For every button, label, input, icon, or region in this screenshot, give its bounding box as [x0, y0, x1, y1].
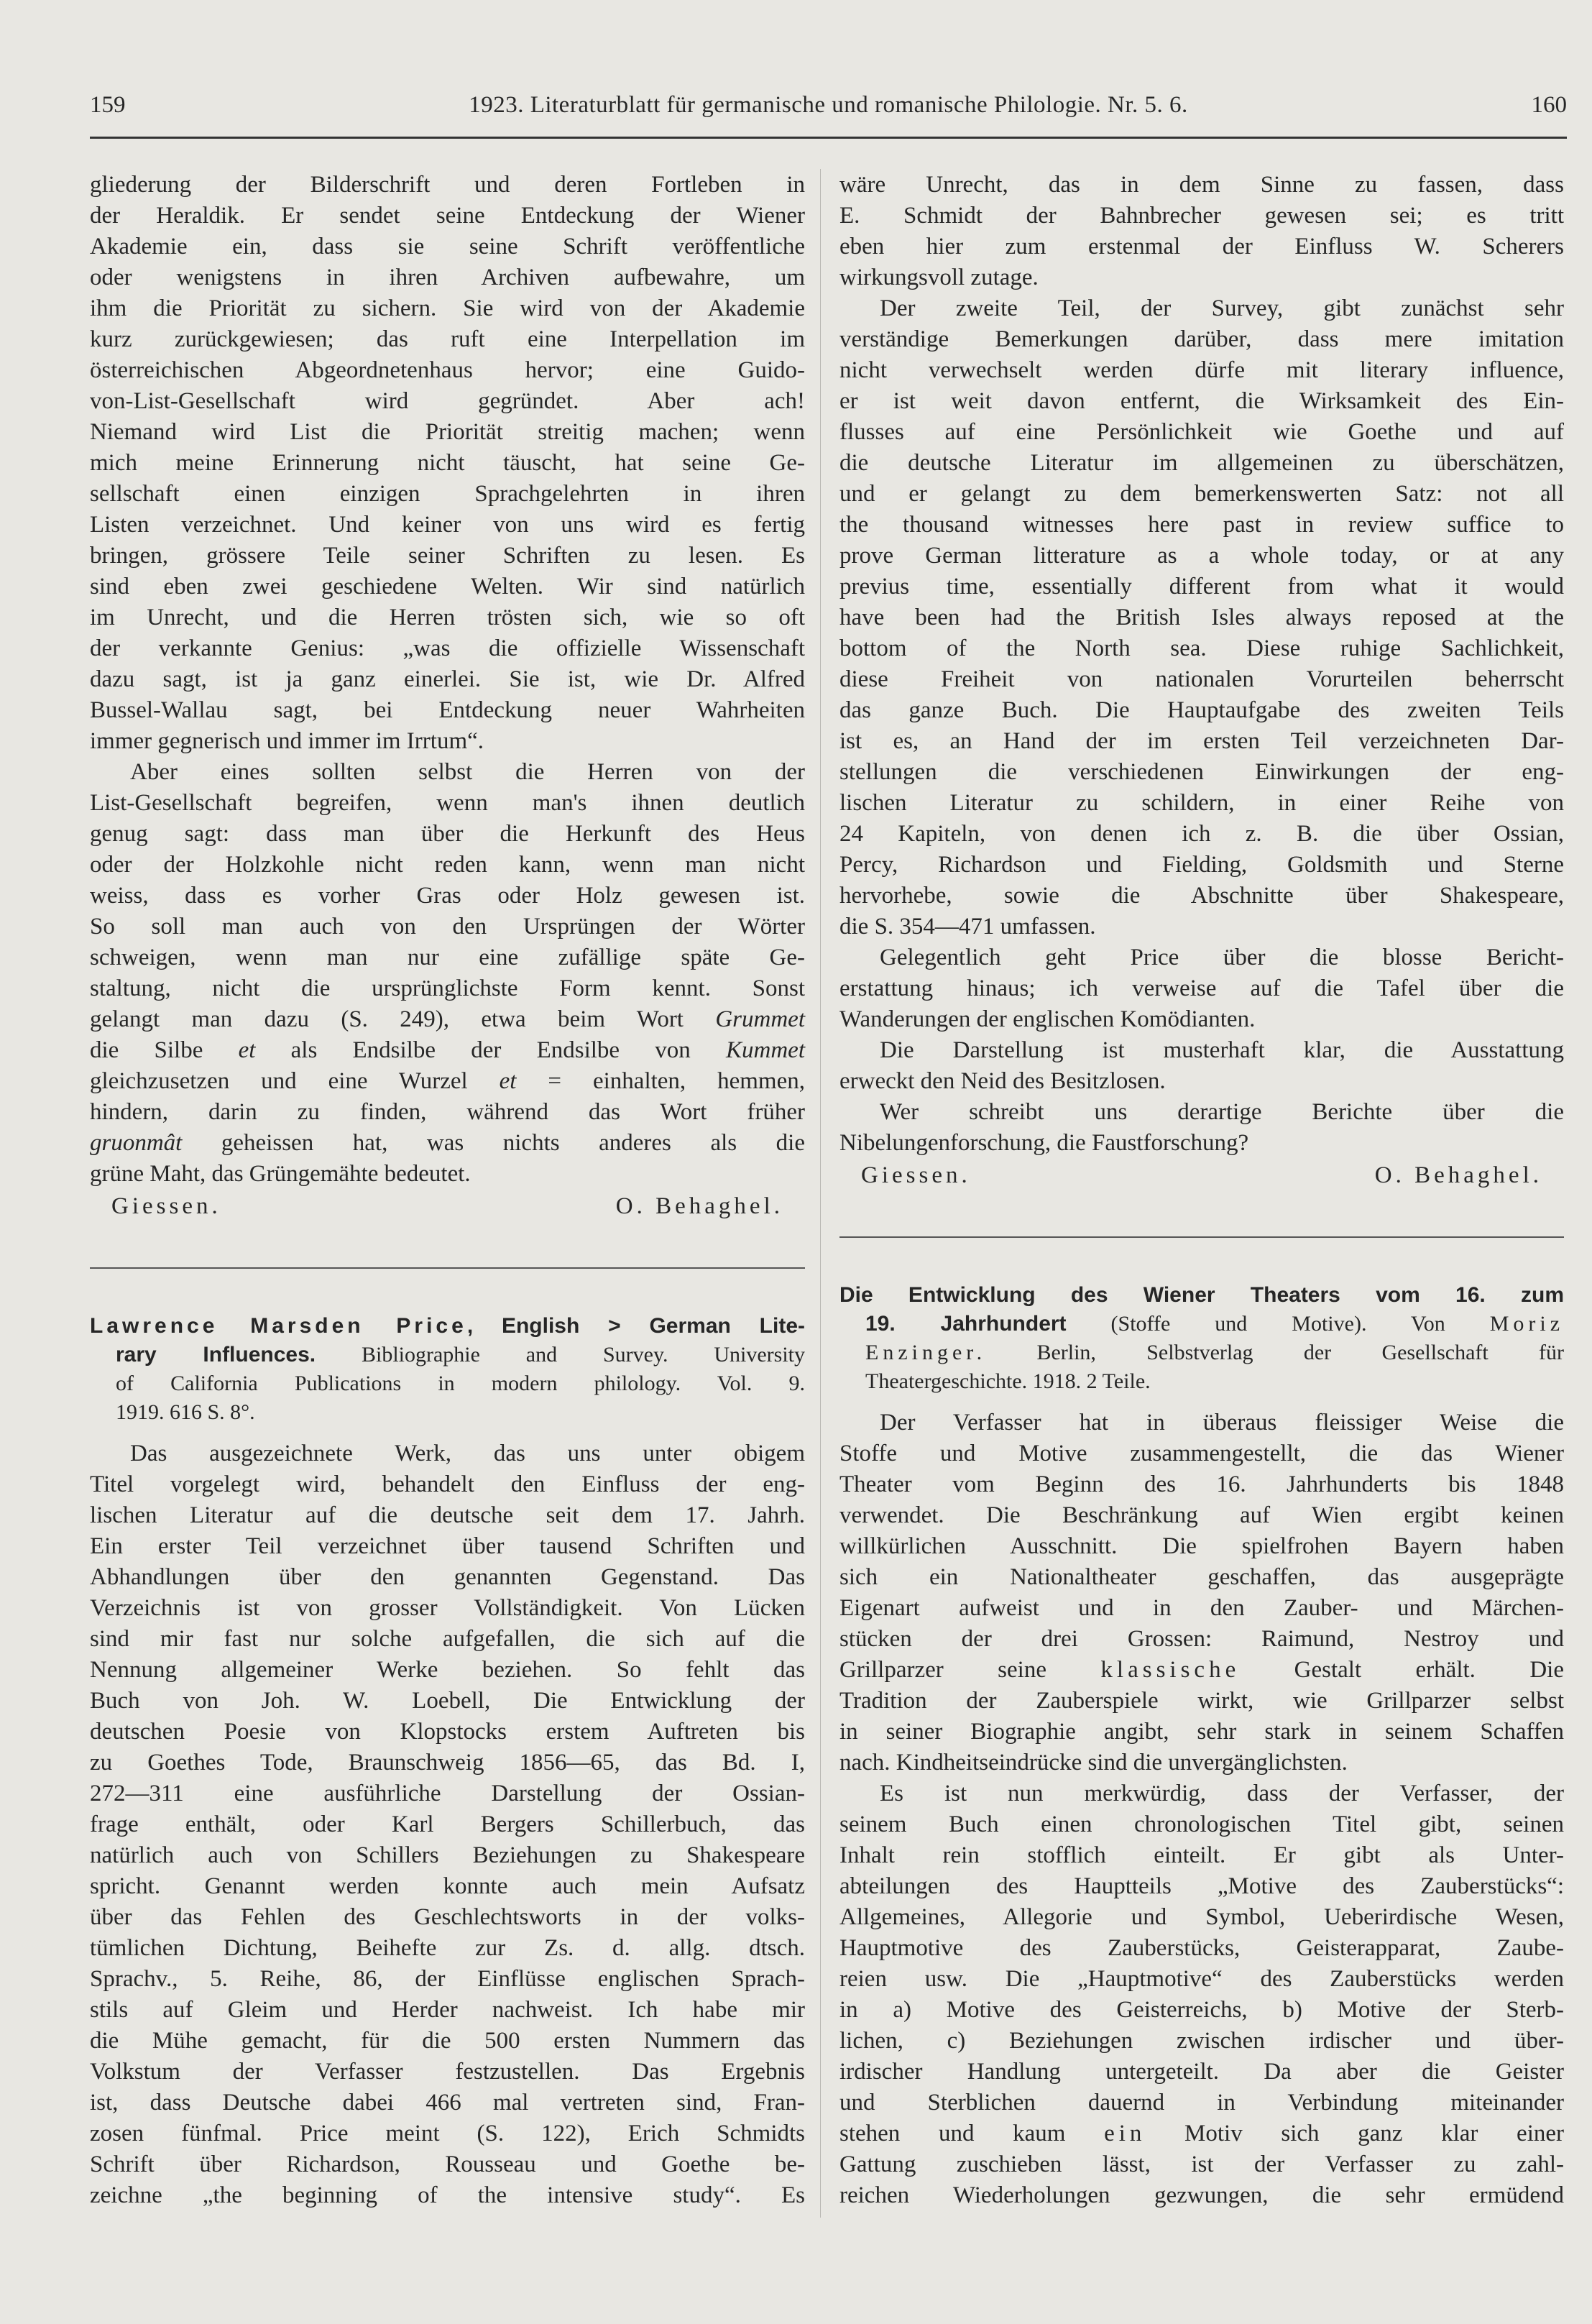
text-line: lischen Literatur zu schildern, in einer Reihe von	[839, 790, 1564, 816]
paragraph	[839, 170, 1564, 293]
paragraph	[90, 757, 805, 1190]
text-line	[839, 1655, 1564, 1686]
text-line: tümlichen Dichtung, Beihefte zur Zs. d. allg. dtsch.	[90, 1935, 805, 1961]
text-segment: Bibliographie and Survey. University	[316, 1343, 806, 1367]
text-line: Niemand wird List die Priorität streitig machen; wenn	[90, 419, 805, 445]
text-line: Bussel-Wallau sagt, bei Entdeckung neuer Wahrheiten	[90, 697, 805, 723]
text-line: und Sterblichen dauernd in Verbindung miteinander	[839, 2090, 1564, 2116]
text-line: Gelegentlich geht Price über die blosse Bericht-	[880, 945, 1564, 970]
text-line: bottom of the North sea. Diese ruhige Sachlichkeit,	[839, 635, 1564, 661]
text-line: ist es, an Hand der im ersten Teil verzeichneten Dar-	[839, 728, 1564, 754]
signature-author: O. Behaghel.	[615, 1193, 783, 1219]
text-line: sellschaft einen einzigen Sprachgelehrten in ihren	[90, 481, 805, 507]
text-line: diese Freiheit von nationalen Vorurteilen beherrscht	[839, 666, 1564, 692]
text-line: staltung, nicht die ursprünglichste Form kennt. Sonst	[90, 975, 805, 1001]
text-line: weiss, dass es vorher Gras oder Holz gewesen ist.	[90, 883, 805, 909]
text-line: oder der Holzkohle nicht reden kann, wenn man nicht	[90, 852, 805, 878]
text-line: verständige Bemerkungen darüber, dass mere imitation	[839, 326, 1564, 352]
text-line: frage enthält, oder Karl Bergers Schillerbuch, das	[90, 1811, 805, 1837]
text-segment: Motiv sich ganz klar einer	[1146, 2121, 1565, 2146]
text-line: genug sagt: dass man über die Herkunft des Heus	[90, 821, 805, 847]
text-line: kurz zurückgewiesen; das ruft eine Interpellation im	[90, 326, 805, 352]
text-line: im Unrecht, und die Herren trösten sich, wie so oft	[90, 605, 805, 630]
text-line: Percy, Richardson und Fielding, Goldsmith und Sterne	[839, 852, 1564, 878]
text-line: Ein erster Teil verzeichnet über tausend Schriften und	[90, 1533, 805, 1559]
text-line: dazu sagt, ist ja ganz einerlei. Sie ist, wie Dr. Alfred	[90, 666, 805, 692]
text-line: nach. Kindheitseindrücke sind die unvergänglichsten.	[839, 1750, 1348, 1776]
running-header	[90, 85, 1567, 128]
text-line: reien usw. Die „Hauptmotive“ des Zauberstücks werden	[839, 1966, 1564, 1992]
text-line: Buch von Joh. W. Loebell, Die Entwicklung der	[90, 1688, 805, 1714]
text-line: die deutsche Literatur im allgemeinen zu überschätzen,	[839, 450, 1564, 476]
text-line: lichen, c) Beziehungen zwischen irdischer und über-	[839, 2028, 1564, 2054]
text-segment: stehen und kaum	[839, 2121, 1105, 2146]
text-line	[90, 1004, 805, 1035]
text-line: oder wenigstens in ihren Archiven aufbewahre, um	[90, 265, 805, 290]
text-line: gliederung der Bilderschrift und deren Fortleben in	[90, 172, 805, 198]
text-line: willkürlichen Ausschnitt. Die spielfrohen Bayern haben	[839, 1533, 1564, 1559]
text-segment: die Silbe	[90, 1037, 239, 1063]
page-number-left: 159	[90, 92, 126, 118]
text-line: nicht verwechselt werden dürfe mit literary influence,	[839, 357, 1564, 383]
text-line: stellungen die verschiedenen Einwirkungen der eng-	[839, 759, 1564, 785]
emphasized-text: 19. Jahrhundert	[865, 1312, 1067, 1336]
text-line: hindern, darin zu finden, während das Wort früher	[90, 1099, 805, 1125]
text-line: erstattung hinaus; ich verweise auf die Tafel über die	[839, 975, 1564, 1001]
text-line	[839, 2118, 1564, 2149]
text-line: prove German litterature as a whole today, or at any	[839, 543, 1564, 569]
text-line: So soll man auch von den Ursprüngen der Wörter	[90, 914, 805, 940]
text-line: schweigen, wenn man nur eine zufällige späte Ge-	[90, 945, 805, 970]
text-line: wäre Unrecht, das in dem Sinne zu fassen, dass	[839, 172, 1564, 198]
text-line: Aber eines sollten selbst die Herren von der	[130, 759, 805, 785]
text-line: die S. 354—471 umfassen.	[839, 914, 1096, 940]
paragraph	[90, 170, 805, 757]
text-line: Abhandlungen über den genannten Gegenstand. Das	[90, 1564, 805, 1590]
text-segment: Grillparzer seine	[839, 1657, 1101, 1683]
page-number-right: 160	[1531, 92, 1567, 118]
text-line: und er gelangt zu dem bemerkenswerten Satz: not all	[839, 481, 1564, 507]
text-line: natürlich auch von Schillers Beziehungen zu Shakespeare	[90, 1842, 805, 1868]
text-line: Akademie ein, dass sie seine Schrift veröffentliche	[90, 234, 805, 260]
text-segment: = einhalten, hemmen,	[516, 1068, 805, 1094]
emphasized-text: ein	[1104, 2121, 1146, 2146]
text-segment: als Endsilbe der Endsilbe von	[255, 1037, 726, 1063]
text-line: previus time, essentially different from what it would	[839, 574, 1564, 600]
text-line: mich meine Erinnerung nicht täuscht, hat seine Ge-	[90, 450, 805, 476]
paragraph	[839, 1035, 1564, 1097]
text-line: immer gegnerisch und immer im Irrtum“.	[90, 728, 484, 754]
text-line: sind mir fast nur solche aufgefallen, die sich auf die	[90, 1626, 805, 1652]
text-line: das ganze Buch. Die Hauptaufgabe des zweiten Teils	[839, 697, 1564, 723]
signature-place: Giessen.	[861, 1162, 971, 1188]
text-line	[90, 1128, 805, 1159]
emphasized-text: Lawrence Marsden Price	[90, 1314, 467, 1338]
text-line: Titel vorgelegt wird, behandelt den Einfluss der eng-	[90, 1471, 805, 1497]
text-segment: Gestalt erhält. Die	[1240, 1657, 1564, 1683]
text-line: Theatergeschichte. 1918. 2 Teile.	[865, 1369, 1151, 1393]
text-line: zu Goethes Tode, Braunschweig 1856—65, das Bd. I,	[90, 1750, 805, 1776]
review-heading	[839, 1281, 1564, 1396]
text-line: Listen verzeichnet. Und keiner von uns wird es fertig	[90, 512, 805, 538]
emphasized-text: klassische	[1100, 1657, 1241, 1683]
text-line: grüne Maht, das Grüngemähte bedeutet.	[90, 1161, 471, 1187]
paragraph	[839, 293, 1564, 942]
paragraph	[839, 1407, 1564, 1778]
text-line: List-Gesellschaft begreifen, wenn man's ihnen deutlich	[90, 790, 805, 816]
review-heading	[90, 1312, 805, 1427]
text-line: reichen Wiederholungen gezwungen, die sehr ermüdend	[839, 2182, 1564, 2208]
text-line: Das ausgezeichnete Werk, das uns unter obigem	[130, 1441, 805, 1466]
italic-text: Grummet	[715, 1006, 805, 1032]
text-line: E. Schmidt der Bahnbrecher gewesen sei; es tritt	[839, 203, 1564, 229]
text-line	[839, 1310, 1564, 1338]
text-line: österreichischen Abgeordnetenhaus hervor; eine Guido-	[90, 357, 805, 383]
text-line: von-List-Gesellschaft wird gegründet. Aber ach!	[90, 388, 805, 414]
text-line: the thousand witnesses here past in review suffice to	[839, 512, 1564, 538]
text-segment: gelangt man dazu (S. 249), etwa beim Wort	[90, 1006, 716, 1032]
emphasized-text: , English > German Lite-	[466, 1314, 805, 1338]
paragraph	[90, 1438, 805, 2211]
text-line: Allgemeines, Allegorie und Symbol, Ueberirdische Wesen,	[839, 1904, 1564, 1930]
text-line: in seiner Biographie angibt, sehr stark in seinem Schaffen	[839, 1719, 1564, 1745]
text-line: stücken der drei Grossen: Raimund, Nestroy und	[839, 1626, 1564, 1652]
text-line: zeichne „the beginning of the intensive study“. Es	[90, 2182, 805, 2208]
text-line	[90, 1312, 805, 1341]
text-line: Volkstum der Verfasser festzustellen. Das Ergebnis	[90, 2059, 805, 2085]
text-line: Theater vom Beginn des 16. Jahrhunderts bis 1848	[839, 1471, 1564, 1497]
text-line: hervorhebe, sowie die Abschnitte über Shakespeare,	[839, 883, 1564, 909]
italic-text: et	[238, 1037, 256, 1063]
text-line	[839, 1338, 1564, 1367]
text-segment: Berlin, Selbstverlag der Gesellschaft für	[986, 1341, 1564, 1364]
text-line: Eigenart aufweist und in den Zauber- und Märchen-	[839, 1595, 1564, 1621]
text-line: stils auf Gleim und Herder nachweist. Ich habe mir	[90, 1997, 805, 2023]
text-line: have been had the British Isles always reposed at the	[839, 605, 1564, 630]
text-segment: (Stoffe und Motive). Von	[1066, 1312, 1490, 1336]
text-line: sich ein Nationaltheater geschaffen, das ausgeprägte	[839, 1564, 1564, 1590]
right-column	[839, 170, 1564, 2211]
text-line: eben hier zum erstenmal der Einfluss W. Scherers	[839, 234, 1564, 260]
signature	[90, 1190, 805, 1223]
text-line	[839, 1281, 1564, 1310]
text-line: Wer schreibt uns derartige Berichte über die	[880, 1099, 1564, 1125]
text-line: Nibelungenforschung, die Faustforschung?	[839, 1130, 1249, 1156]
signature-place: Giessen.	[111, 1193, 221, 1219]
text-line: flusses auf eine Persönlichkeit wie Goethe und auf	[839, 419, 1564, 445]
text-line	[90, 1341, 805, 1369]
text-line: 24 Kapiteln, von denen ich z. B. die über Ossian,	[839, 821, 1564, 847]
text-line: Tradition der Zauberspiele wirkt, wie Grillparzer selbst	[839, 1688, 1564, 1714]
text-line: Der Verfasser hat in überaus fleissiger Weise die	[880, 1410, 1564, 1436]
journal-title: 1923. Literaturblatt für germanische und romanische Philologie. Nr. 5. 6.	[469, 92, 1188, 118]
text-line: abteilungen des Hauptteils „Motive des Zauberstücks“:	[839, 1873, 1564, 1899]
text-line: irdischer Handlung untergeteilt. Da aber die Geister	[839, 2059, 1564, 2085]
header-rule	[90, 137, 1567, 139]
text-line: Es ist nun merkwürdig, dass der Verfasser, der	[880, 1781, 1564, 1806]
text-segment: geheissen hat, was nichts anderes als die	[182, 1130, 805, 1156]
text-line	[90, 1066, 805, 1097]
text-line: wirkungsvoll zutage.	[839, 265, 1039, 290]
text-line: Stoffe und Motive zusammengestellt, die das Wiener	[839, 1441, 1564, 1466]
text-line: bringen, grössere Teile seiner Schriften zu lesen. Es	[90, 543, 805, 569]
section-rule	[839, 1236, 1564, 1238]
paragraph	[839, 1097, 1564, 1159]
left-column	[90, 170, 805, 2211]
text-line: deutschen Poesie von Klopstocks erstem Auftreten bis	[90, 1719, 805, 1745]
emphasized-text: rary Influences.	[116, 1343, 316, 1367]
text-line: Inhalt rein stofflich einteilt. Er gibt als Unter-	[839, 1842, 1564, 1868]
emphasized-text: Moriz	[1489, 1312, 1565, 1336]
italic-text: Kummet	[726, 1037, 805, 1063]
text-line: Wanderungen der englischen Komödianten.	[839, 1006, 1256, 1032]
text-segment: gleichzusetzen und eine Wurzel	[90, 1068, 500, 1094]
column-divider	[820, 169, 821, 2218]
italic-text: gruonmât	[90, 1130, 183, 1156]
text-line: Sprachv., 5. Reihe, 86, der Einflüsse englischen Sprach-	[90, 1966, 805, 1992]
paragraph	[839, 942, 1564, 1035]
text-line: ihm die Priorität zu sichern. Sie wird von der Akademie	[90, 295, 805, 321]
text-line: Hauptmotive des Zauberstücks, Geisterapparat, Zaube-	[839, 1935, 1564, 1961]
text-line: ist, dass Deutsche dabei 466 mal vertreten sind, Fran-	[90, 2090, 805, 2116]
paragraph	[839, 1778, 1564, 2211]
text-line: er ist weit davon entfernt, die Wirksamkeit des Ein-	[839, 388, 1564, 414]
text-line: Nennung allgemeiner Werke beziehen. So fehlt das	[90, 1657, 805, 1683]
text-line: über das Fehlen des Geschlechtsworts in der volks-	[90, 1904, 805, 1930]
text-line: sind eben zwei geschiedene Welten. Wir sind natürlich	[90, 574, 805, 600]
text-line: spricht. Genannt werden konnte auch mein Aufsatz	[90, 1873, 805, 1899]
text-line: verwendet. Die Beschränkung auf Wien ergibt keinen	[839, 1502, 1564, 1528]
italic-text: et	[499, 1068, 517, 1094]
text-line: Der zweite Teil, der Survey, gibt zunächst sehr	[880, 295, 1564, 321]
text-line: of California Publications in modern philology. Vol. 9.	[116, 1372, 805, 1395]
signature-author: O. Behaghel.	[1374, 1162, 1542, 1188]
text-line: 272—311 eine ausführliche Darstellung der Ossian-	[90, 1781, 805, 1806]
text-line: seinem Buch einen chronologischen Titel gibt, seinen	[839, 1811, 1564, 1837]
text-line: Schrift über Richardson, Rousseau und Goethe be-	[90, 2151, 805, 2177]
text-line: Verzeichnis ist von grosser Vollständigkeit. Von Lücken	[90, 1595, 805, 1621]
text-line: zosen fünfmal. Price meint (S. 122), Erich Schmidts	[90, 2121, 805, 2146]
section-rule	[90, 1267, 805, 1269]
text-line: Gattung zuschieben lässt, ist der Verfasser zu zahl-	[839, 2151, 1564, 2177]
emphasized-text: Enzinger.	[865, 1341, 987, 1364]
text-line: Die Darstellung ist musterhaft klar, die Ausstattung	[880, 1037, 1564, 1063]
text-line: lischen Literatur auf die deutsche seit dem 17. Jahrh.	[90, 1502, 805, 1528]
text-line: die Mühe gemacht, für die 500 ersten Nummern das	[90, 2028, 805, 2054]
signature	[839, 1159, 1564, 1192]
text-line: 1919. 616 S. 8°.	[116, 1400, 255, 1424]
text-line: der verkannte Genius: „was die offizielle Wissenschaft	[90, 635, 805, 661]
text-line	[90, 1035, 805, 1066]
text-line: der Heraldik. Er sendet seine Entdeckung der Wiener	[90, 203, 805, 229]
emphasized-text: Die Entwicklung des Wiener Theaters vom 16. zum	[839, 1283, 1564, 1307]
text-line: in a) Motive des Geisterreichs, b) Motive der Sterb-	[839, 1997, 1564, 2023]
text-line: erweckt den Neid des Besitzlosen.	[839, 1068, 1166, 1094]
